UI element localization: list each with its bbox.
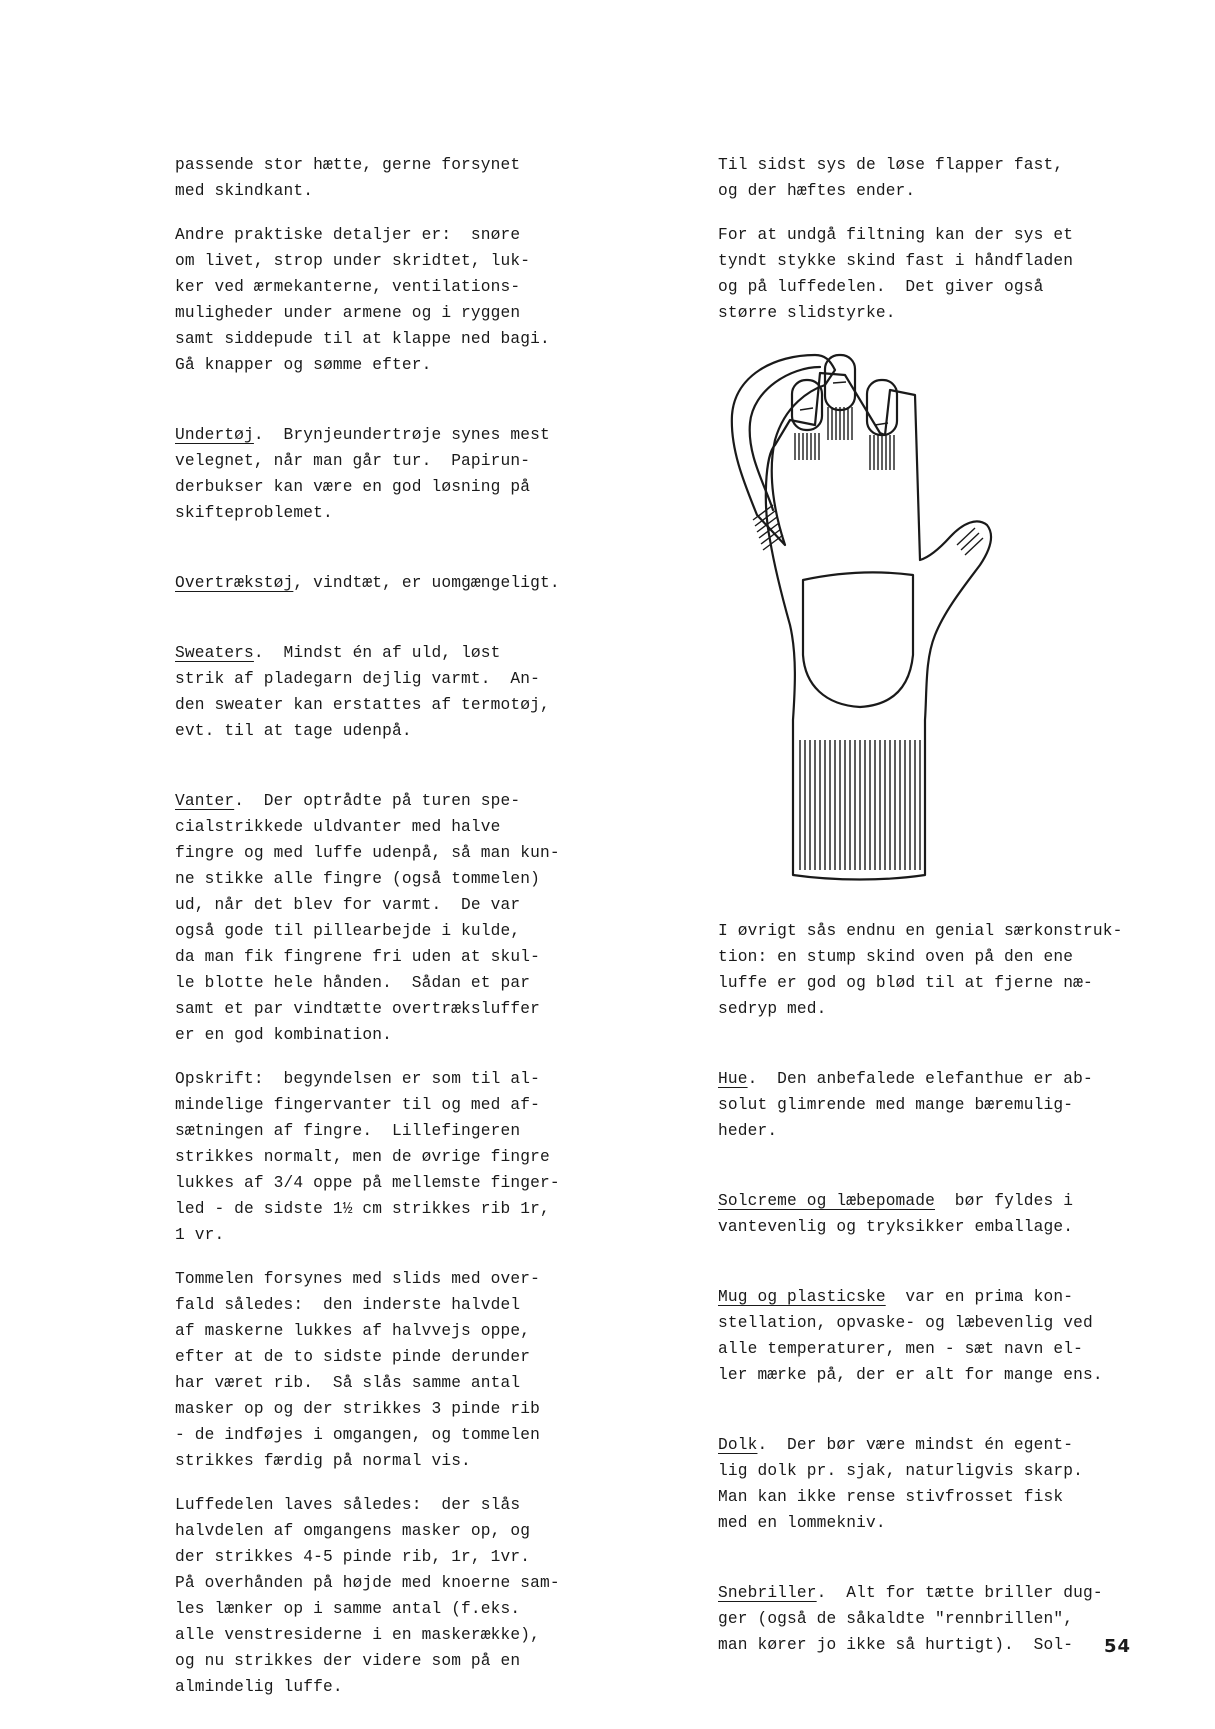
paragraph-line: alle venstresiderne i en maskerække), bbox=[175, 1626, 540, 1644]
paragraph bbox=[175, 222, 615, 378]
section-heading: Undertøj bbox=[175, 426, 254, 444]
paragraph-line: større slidstyrke. bbox=[718, 304, 896, 322]
paragraph-text: var en prima kon- bbox=[885, 1288, 1074, 1306]
paragraph-line: efter at de to sidste pinde derunder bbox=[175, 1348, 531, 1366]
paragraph-line: af maskerne lukkes af halvvejs oppe, bbox=[175, 1322, 531, 1340]
right-column-top bbox=[718, 152, 1148, 326]
paragraph-line: Tommelen forsynes med slids med over- bbox=[175, 1270, 540, 1288]
paragraph-line: strikkes færdig på normal vis. bbox=[175, 1452, 471, 1470]
paragraph-line bbox=[175, 788, 615, 814]
paragraph-line: og nu strikkes der videre som på en bbox=[175, 1652, 521, 1670]
paragraph-line: Andre praktiske detaljer er: snøre bbox=[175, 226, 521, 244]
paragraph-line: lig dolk pr. sjak, naturligvis skarp. bbox=[718, 1462, 1083, 1480]
paragraph-line: ker ved ærmekanterne, ventilations- bbox=[175, 278, 521, 296]
paragraph-line: ler mærke på, der er alt for mange ens. bbox=[718, 1366, 1103, 1384]
paragraph-line: velegnet, når man går tur. Papirun- bbox=[175, 452, 531, 470]
section-heading: Mug og plasticske bbox=[718, 1288, 886, 1306]
paragraph-line: med skindkant. bbox=[175, 182, 314, 200]
paragraph-text: . Der optrådte på turen spe- bbox=[234, 792, 521, 810]
paragraph-line: Gå knapper og sømme efter. bbox=[175, 356, 432, 374]
paragraph-line: strikkes normalt, men de øvrige fingre bbox=[175, 1148, 550, 1166]
paragraph-line: strik af pladegarn dejlig varmt. An- bbox=[175, 670, 540, 688]
paragraph-line: passende stor hætte, gerne forsynet bbox=[175, 156, 521, 174]
section-heading: Vanter bbox=[175, 792, 235, 810]
paragraph-line: le blotte hele hånden. Sådan et par bbox=[175, 974, 531, 992]
paragraph-line: fingre og med luffe udenpå, så man kun- bbox=[175, 844, 560, 862]
paragraph-line: tion: en stump skind oven på den ene bbox=[718, 948, 1074, 966]
paragraph-line: les lænker op i samme antal (f.eks. bbox=[175, 1600, 521, 1618]
left-column bbox=[175, 152, 615, 1700]
paragraph-line: For at undgå filtning kan der sys et bbox=[718, 226, 1074, 244]
paragraph-line: der strikkes 4-5 pinde rib, 1r, 1vr. bbox=[175, 1548, 531, 1566]
page-number: 54 bbox=[1104, 1636, 1132, 1657]
paragraph-line: om livet, strop under skridtet, luk- bbox=[175, 252, 531, 270]
paragraph bbox=[718, 1188, 1158, 1240]
paragraph-line: led - de sidste 1½ cm strikkes rib 1r, bbox=[175, 1200, 550, 1218]
paragraph-text: bør fyldes i bbox=[935, 1192, 1074, 1210]
paragraph-line: masker op og der strikkes 3 pinde rib bbox=[175, 1400, 540, 1418]
paragraph bbox=[175, 1492, 615, 1700]
right-column-bottom bbox=[718, 918, 1158, 1658]
paragraph-line: Man kan ikke rense stivfrosset fisk bbox=[718, 1488, 1064, 1506]
paragraph bbox=[175, 152, 615, 204]
paragraph-line: ger (også de såkaldte "rennbrillen", bbox=[718, 1610, 1074, 1628]
paragraph bbox=[718, 152, 1148, 204]
section-heading: Sweaters bbox=[175, 644, 254, 662]
section-heading: Dolk bbox=[718, 1436, 758, 1454]
paragraph-text: . Alt for tætte briller dug- bbox=[816, 1584, 1103, 1602]
paragraph bbox=[718, 918, 1158, 1022]
section-heading: Overtrækstøj bbox=[175, 574, 294, 592]
section-heading: Snebriller bbox=[718, 1584, 817, 1602]
paragraph bbox=[175, 422, 615, 526]
paragraph bbox=[175, 1266, 615, 1474]
paragraph-line: 1 vr. bbox=[175, 1226, 225, 1244]
paragraph-line bbox=[718, 1580, 1158, 1606]
paragraph-line: med en lommekniv. bbox=[718, 1514, 886, 1532]
paragraph-line bbox=[175, 570, 615, 596]
paragraph-line: vantevenlig og tryksikker emballage. bbox=[718, 1218, 1074, 1236]
paragraph-line: heder. bbox=[718, 1122, 778, 1140]
glove-illustration bbox=[725, 345, 1025, 890]
section-heading: Solcreme og læbepomade bbox=[718, 1192, 936, 1210]
paragraph-line bbox=[175, 422, 615, 448]
paragraph-line bbox=[718, 1066, 1158, 1092]
paragraph-line: ud, når det blev for varmt. De var bbox=[175, 896, 521, 914]
paragraph bbox=[175, 1066, 615, 1248]
paragraph-line: samt et par vindtætte overtræksluffer bbox=[175, 1000, 540, 1018]
paragraph-line: skifteproblemet. bbox=[175, 504, 333, 522]
paragraph-line bbox=[175, 640, 615, 666]
paragraph-line: alle temperaturer, men - sæt navn el- bbox=[718, 1340, 1083, 1358]
paragraph-line: derbukser kan være en god løsning på bbox=[175, 478, 531, 496]
paragraph-line: mindelige fingervanter til og med af- bbox=[175, 1096, 540, 1114]
paragraph bbox=[175, 640, 615, 744]
paragraph-line: har været rib. Så slås samme antal bbox=[175, 1374, 521, 1392]
paragraph-line: På overhånden på højde med knoerne sam- bbox=[175, 1574, 560, 1592]
paragraph-line: den sweater kan erstattes af termotøj, bbox=[175, 696, 550, 714]
paragraph-text: , vindtæt, er uomgængeligt. bbox=[293, 574, 560, 592]
paragraph-line: muligheder under armene og i ryggen bbox=[175, 304, 521, 322]
paragraph-line: da man fik fingrene fri uden at skul- bbox=[175, 948, 540, 966]
paragraph bbox=[175, 788, 615, 1048]
paragraph-line: og der hæftes ender. bbox=[718, 182, 916, 200]
paragraph-line: Opskrift: begyndelsen er som til al- bbox=[175, 1070, 540, 1088]
paragraph-line: man kører jo ikke så hurtigt). Sol- bbox=[718, 1636, 1074, 1654]
paragraph-line: - de indføjes i omgangen, og tommelen bbox=[175, 1426, 540, 1444]
paragraph-text: . Der bør være mindst én egent- bbox=[757, 1436, 1074, 1454]
paragraph-line: halvdelen af omgangens masker op, og bbox=[175, 1522, 531, 1540]
paragraph bbox=[718, 1284, 1158, 1388]
paragraph-line: er en god kombination. bbox=[175, 1026, 393, 1044]
section-heading: Hue bbox=[718, 1070, 748, 1088]
paragraph-line: ne stikke alle fingre (også tommelen) bbox=[175, 870, 540, 888]
paragraph-line bbox=[718, 1284, 1158, 1310]
paragraph-line: sætningen af fingre. Lillefingeren bbox=[175, 1122, 521, 1140]
paragraph-line: og på luffedelen. Det giver også bbox=[718, 278, 1044, 296]
paragraph-line: samt siddepude til at klappe ned bagi. bbox=[175, 330, 550, 348]
paragraph-line: fald således: den inderste halvdel bbox=[175, 1296, 521, 1314]
paragraph-line bbox=[718, 1188, 1158, 1214]
paragraph bbox=[718, 1066, 1158, 1144]
paragraph-line: I øvrigt sås endnu en genial særkonstruk- bbox=[718, 922, 1123, 940]
paragraph-line: tyndt stykke skind fast i håndfladen bbox=[718, 252, 1074, 270]
paragraph-line bbox=[718, 1432, 1158, 1458]
paragraph-line: cialstrikkede uldvanter med halve bbox=[175, 818, 501, 836]
paragraph-line: sedryp med. bbox=[718, 1000, 827, 1018]
paragraph bbox=[718, 1580, 1158, 1658]
paragraph-line: Til sidst sys de løse flapper fast, bbox=[718, 156, 1064, 174]
paragraph-line: stellation, opvaske- og læbevenlig ved bbox=[718, 1314, 1093, 1332]
paragraph-line: lukkes af 3/4 oppe på mellemste finger- bbox=[175, 1174, 560, 1192]
paragraph-text: . Mindst én af uld, løst bbox=[253, 644, 501, 662]
paragraph bbox=[718, 222, 1148, 326]
paragraph bbox=[175, 570, 615, 596]
paragraph-line: almindelig luffe. bbox=[175, 1678, 343, 1696]
paragraph-text: . Den anbefalede elefanthue er ab- bbox=[747, 1070, 1093, 1088]
paragraph bbox=[718, 1432, 1158, 1536]
paragraph-line: evt. til at tage udenpå. bbox=[175, 722, 412, 740]
paragraph-line: solut glimrende med mange bæremulig- bbox=[718, 1096, 1074, 1114]
paragraph-line: Luffedelen laves således: der slås bbox=[175, 1496, 521, 1514]
paragraph-line: luffe er god og blød til at fjerne næ- bbox=[718, 974, 1093, 992]
paragraph-text: . Brynjeundertrøje synes mest bbox=[253, 426, 550, 444]
paragraph-line: også gode til pillearbejde i kulde, bbox=[175, 922, 521, 940]
